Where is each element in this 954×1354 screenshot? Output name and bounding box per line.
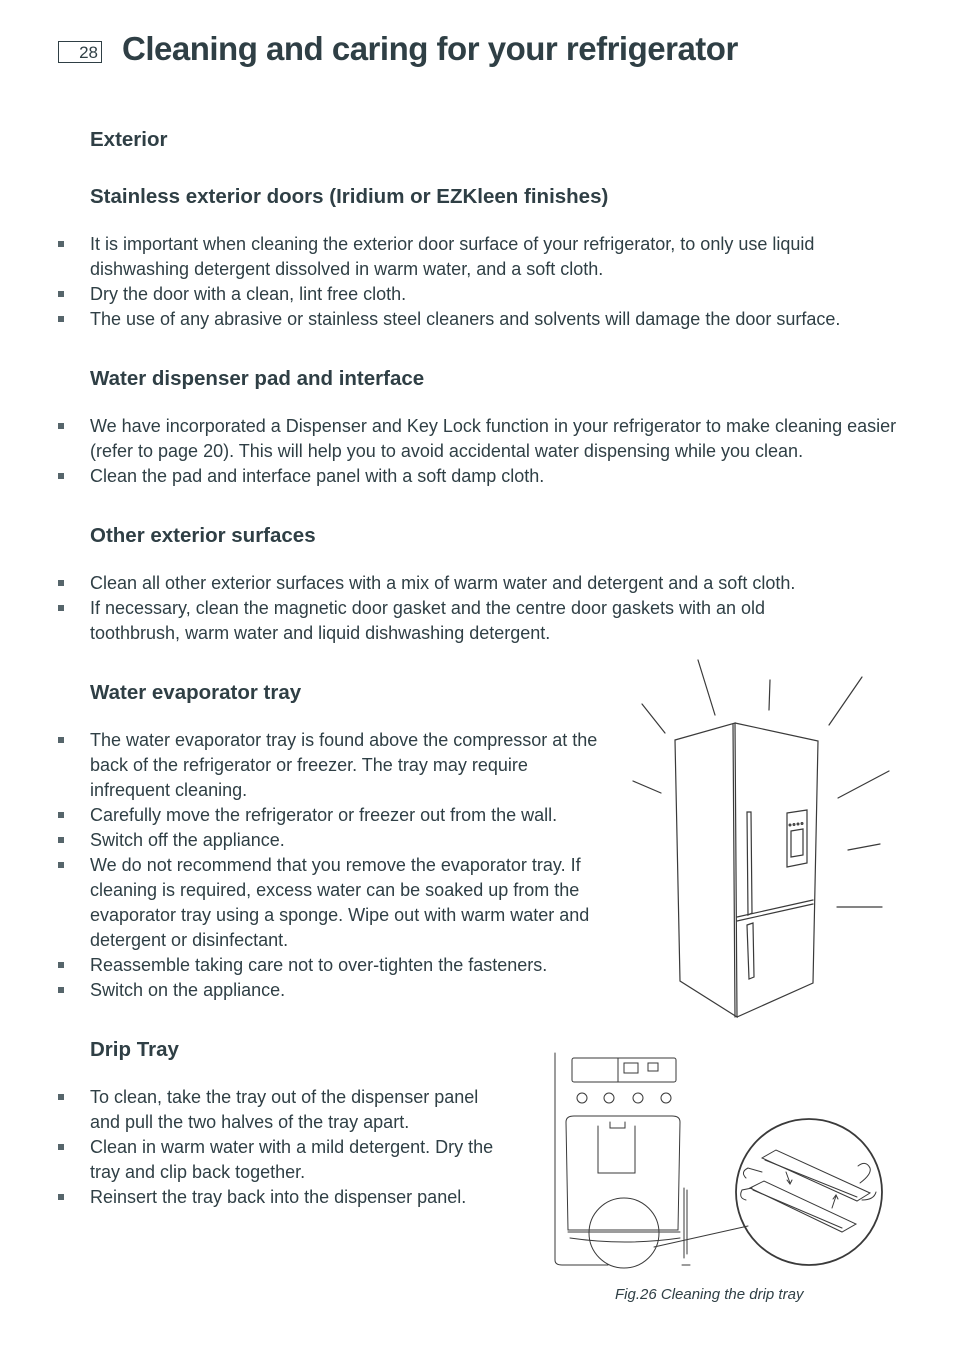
heading-evaporator-tray: Water evaporator tray [90,681,302,704]
list-item: Switch on the appliance. [0,978,600,1003]
list-item: Carefully move the refrigerator or freezer out from the wall. [0,803,600,828]
list-item: We do not recommend that you remove the evaporator tray. If cleaning is required, excess water can be soaked up from the evaporator tray using a sponge. Wipe out with warm water and detergent or disinfectant. [0,853,600,953]
drip-bullet-list [0,1085,505,1210]
list-item: Dry the door with a clean, lint free cloth. [0,282,890,307]
page-number: 28 [58,41,102,63]
list-item: Clean in warm water with a mild detergent. Dry the tray and clip back together. [0,1135,505,1185]
heading-other-surfaces: Other exterior surfaces [90,524,316,547]
heading-stainless-doors: Stainless exterior doors (Iridium or EZKleen finishes) [90,185,609,208]
list-item: Clean all other exterior surfaces with a mix of warm water and detergent and a soft cloth. [0,571,860,596]
list-item: The use of any abrasive or stainless steel cleaners and solvents will damage the door surface. [0,307,890,332]
list-item: Switch off the appliance. [0,828,600,853]
dispenser-bullet-list [0,414,900,489]
stainless-bullet-list [0,232,890,332]
heading-exterior: Exterior [90,128,168,151]
list-item: We have incorporated a Dispenser and Key Lock function in your refrigerator to make cleaning easier (refer to page 20). This will help you to avoid accidental water dispensing while you clean. [0,414,900,464]
list-item: Reinsert the tray back into the dispenser panel. [0,1185,505,1210]
list-item: Reassemble taking care not to over-tighten the fasteners. [0,953,600,978]
heading-drip-tray: Drip Tray [90,1038,179,1061]
list-item: It is important when cleaning the exterior door surface of your refrigerator, to only use liquid dishwashing detergent dissolved in warm water, and a soft cloth. [0,232,890,282]
list-item: To clean, take the tray out of the dispenser panel and pull the two halves of the tray apart. [0,1085,505,1135]
drip-tray-illustration [550,1050,895,1270]
list-item: The water evaporator tray is found above the compressor at the back of the refrigerator or freezer. The tray may require infrequent cleaning. [0,728,600,803]
heading-dispenser: Water dispenser pad and interface [90,367,425,390]
list-item: Clean the pad and interface panel with a soft damp cloth. [0,464,900,489]
other-bullet-list [0,571,860,646]
figure-caption: Fig.26 Cleaning the drip tray [615,1286,804,1303]
evaporator-bullet-list [0,728,600,1003]
page-title: Cleaning and caring for your refrigerator [122,30,738,67]
refrigerator-illustration [630,655,895,1025]
list-item: If necessary, clean the magnetic door gasket and the centre door gaskets with an old toothbrush, warm water and liquid dishwashing detergent. [0,596,860,646]
